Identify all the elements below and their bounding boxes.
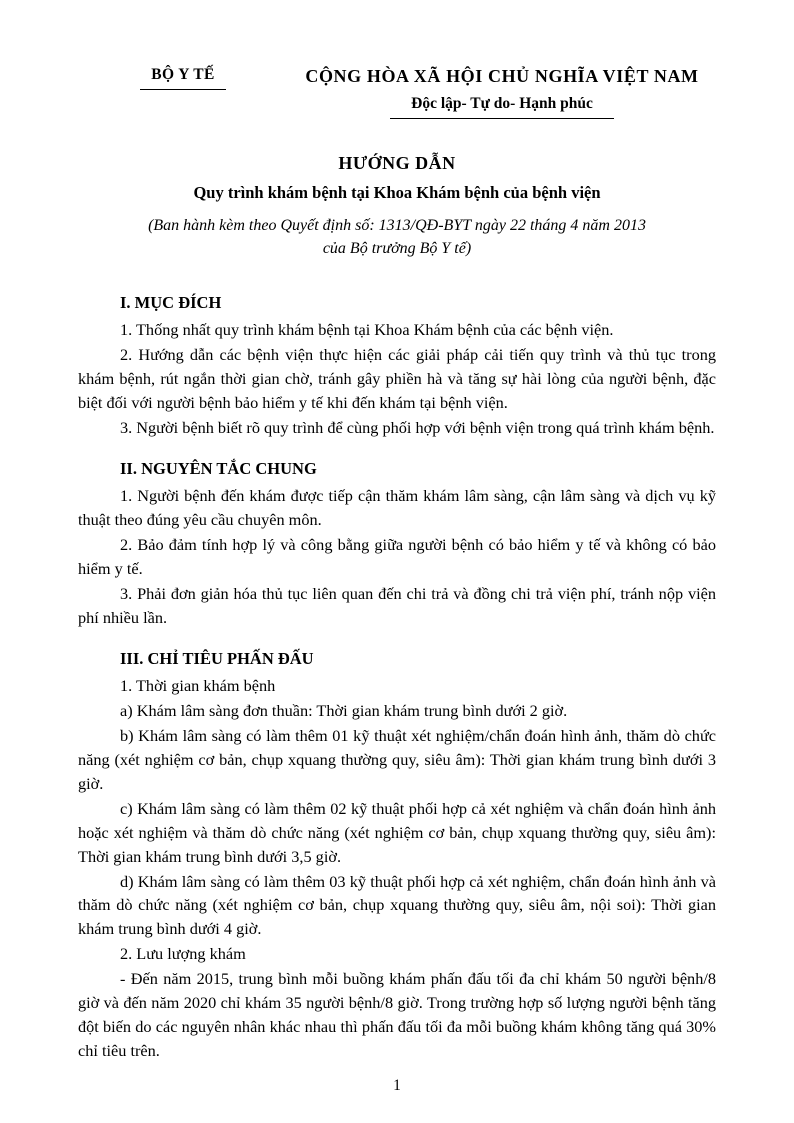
national-motto: Độc lập- Tự do- Hạnh phúc	[411, 95, 593, 113]
page-number: 1	[393, 1077, 401, 1094]
paragraph: 2. Bảo đảm tính hợp lý và công bằng giữa người bệnh có bảo hiểm y tế và không có bảo hiểm y tế.	[78, 534, 716, 578]
paragraph: 1. Thống nhất quy trình khám bệnh tại Khoa Khám bệnh của các bệnh viện.	[120, 319, 614, 339]
issue-reference-line-2: của Bộ trưởng Bộ Y tế)	[322, 240, 472, 258]
document-body	[78, 291, 716, 1063]
paragraph: c) Khám lâm sàng có làm thêm 02 kỹ thuật phối hợp cả xét nghiệm và chẩn đoán hình ảnh hoặc xét nghiệm và thăm dò chức năng (xét nghiệm cơ bản, chụp xquang thường quy, siêu âm): Thời gian khám trung bình dưới 3,5 giờ.	[78, 798, 716, 866]
country-name: CỘNG HÒA XÃ HỘI CHỦ NGHĨA VIỆT NAM	[305, 66, 699, 86]
motto-underline	[390, 118, 614, 119]
national-heading	[288, 64, 716, 119]
document-header	[78, 64, 716, 119]
document-issue-reference	[78, 214, 716, 260]
section-heading-2: II. NGUYÊN TẮC CHUNG	[120, 458, 317, 478]
paragraph: 2. Hướng dẫn các bệnh viện thực hiện các giải pháp cải tiến quy trình và thủ tục trong khám bệnh, rút ngắn thời gian chờ, tránh gây phiền hà và tăng sự hài lòng của người bệnh, đặc biệt đối với người bệnh bảo hiểm y tế khi đến khám tại bệnh viện.	[78, 344, 716, 412]
section-heading-3: III. CHỈ TIÊU PHẤN ĐẤU	[120, 648, 314, 668]
paragraph: 3. Phải đơn giản hóa thủ tục liên quan đến chi trả và đồng chi trả viện phí, tránh nộp viện phí nhiều lần.	[78, 583, 716, 627]
paragraph: 2. Lưu lượng khám	[120, 944, 246, 964]
paragraph: 1. Thời gian khám bệnh	[120, 675, 276, 695]
document-subtitle: Quy trình khám bệnh tại Khoa Khám bệnh của bệnh viện	[193, 183, 601, 203]
issuing-organization	[78, 64, 288, 90]
paragraph: - Đến năm 2015, trung bình mỗi buồng khám phấn đấu tối đa chỉ khám 50 người bệnh/8 giờ và đến năm 2020 chỉ khám 35 người bệnh/8 giờ. Trong trường hợp số lượng người bệnh tăng đột biến do các nguyên nhân khác nhau thì phấn đấu tối đa mỗi buồng khám không tăng quá 30% chỉ tiêu trên.	[78, 969, 716, 1061]
paragraph: 1. Người bệnh đến khám được tiếp cận thăm khám lâm sàng, cận lâm sàng và dịch vụ kỹ thuật theo đúng yêu cầu chuyên môn.	[78, 485, 716, 529]
paragraph: a) Khám lâm sàng đơn thuần: Thời gian khám trung bình dưới 2 giờ.	[120, 700, 568, 720]
title-block	[78, 153, 716, 260]
document-title: HƯỚNG DẪN	[338, 153, 456, 174]
organization-underline	[140, 89, 226, 90]
issue-reference-line-1: (Ban hành kèm theo Quyết định số: 1313/QĐ-BYT ngày 22 tháng 4 năm 2013	[148, 217, 646, 235]
paragraph: d) Khám lâm sàng có làm thêm 03 kỹ thuật phối hợp cả xét nghiệm, chẩn đoán hình ảnh và thăm dò chức năng (xét nghiệm cơ bản, chụp xquang thường quy, siêu âm, nội soi): Thời gian khám trung bình dưới 4 giờ.	[78, 871, 716, 939]
paragraph: 3. Người bệnh biết rõ quy trình để cùng phối hợp với bệnh viện trong quá trình khám bệnh.	[120, 417, 715, 437]
organization-name: BỘ Y TẾ	[151, 66, 215, 83]
section-heading-1: I. MỤC ĐÍCH	[120, 292, 222, 312]
paragraph: b) Khám lâm sàng có làm thêm 01 kỹ thuật xét nghiệm/chẩn đoán hình ảnh, thăm dò chức năng (xét nghiệm cơ bản, chụp xquang thường quy, siêu âm): Thời gian khám trung bình dưới 3 giờ.	[78, 725, 716, 793]
